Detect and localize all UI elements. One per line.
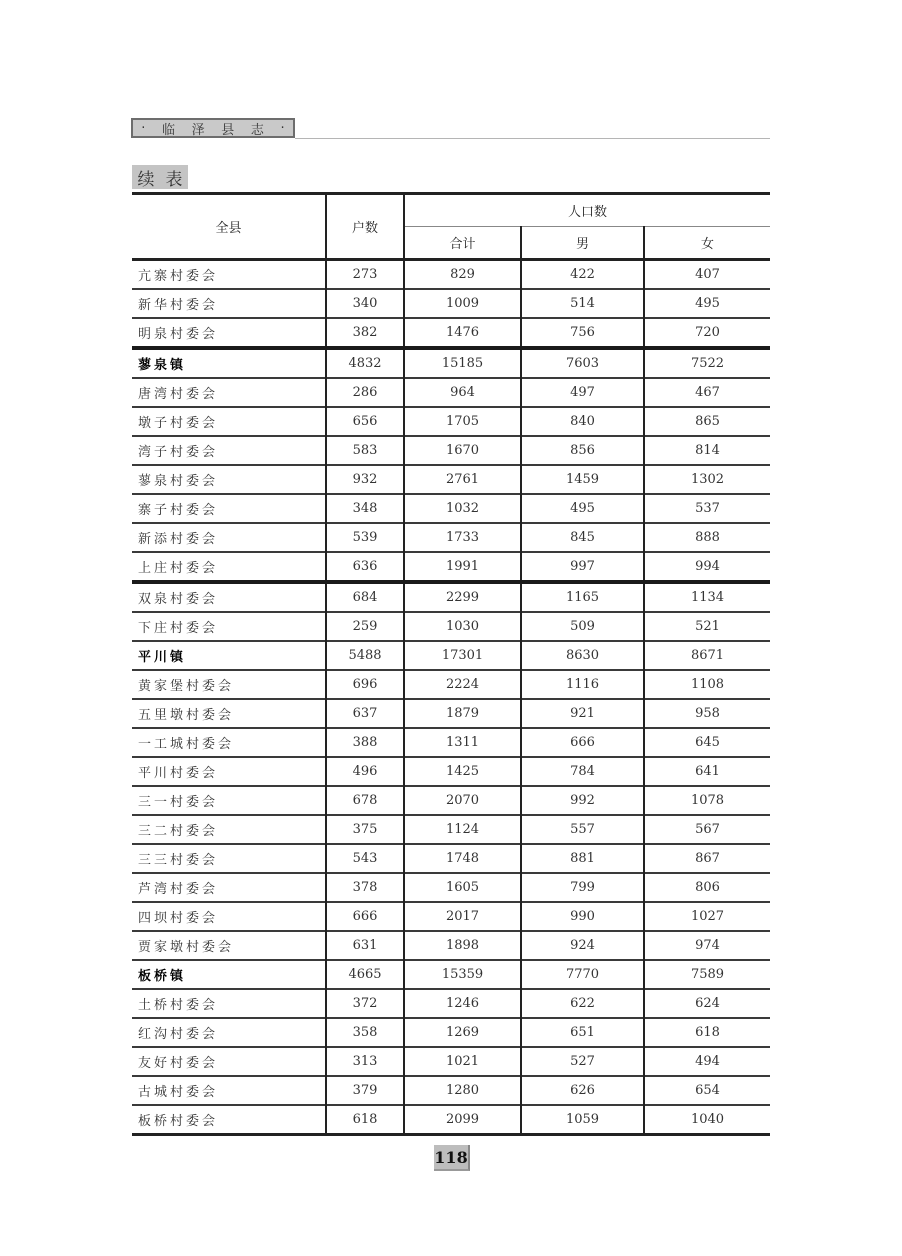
header-rule [295,138,770,139]
row-name: 芦湾村委会 [132,873,326,902]
row-name: 蓼泉村委会 [132,465,326,494]
cell-female: 618 [644,1018,770,1047]
cell-male: 651 [521,1018,644,1047]
cell-male: 7603 [521,348,644,378]
cell-households: 358 [326,1018,404,1047]
row-name: 红沟村委会 [132,1018,326,1047]
cell-households: 4832 [326,348,404,378]
cell-total: 1991 [404,552,521,582]
cell-households: 543 [326,844,404,873]
table-row [132,465,770,494]
cell-female: 624 [644,989,770,1018]
running-head-dot-right: · [280,120,285,136]
cell-total: 1748 [404,844,521,873]
cell-male: 990 [521,902,644,931]
cell-male: 921 [521,699,644,728]
cell-female: 567 [644,815,770,844]
cell-total: 1009 [404,289,521,318]
cell-male: 840 [521,407,644,436]
row-name: 双泉村委会 [132,582,326,612]
table-row [132,407,770,436]
table-row [132,582,770,612]
table-row [132,699,770,728]
row-name: 新华村委会 [132,289,326,318]
cell-households: 684 [326,582,404,612]
cell-total: 2099 [404,1105,521,1135]
continued-label-char: 续 [137,169,155,190]
table-row [132,873,770,902]
cell-households: 656 [326,407,404,436]
header-households: 户数 [326,194,404,260]
cell-male: 784 [521,757,644,786]
row-name: 平川村委会 [132,757,326,786]
row-name: 寨子村委会 [132,494,326,523]
cell-male: 856 [521,436,644,465]
cell-total: 1280 [404,1076,521,1105]
table-row [132,260,770,290]
cell-female: 645 [644,728,770,757]
table-row [132,757,770,786]
continued-label-char: 表 [165,169,183,190]
cell-total: 1311 [404,728,521,757]
cell-total: 1705 [404,407,521,436]
cell-female: 1108 [644,670,770,699]
table-row-town [132,641,770,670]
page-number: 118 [434,1145,470,1171]
cell-total: 829 [404,260,521,290]
table-row [132,1018,770,1047]
row-name: 贾家墩村委会 [132,931,326,960]
header-population: 人口数 [404,194,770,227]
table-row-town [132,348,770,378]
cell-households: 539 [326,523,404,552]
cell-households: 4665 [326,960,404,989]
population-table [132,192,770,1136]
cell-households: 379 [326,1076,404,1105]
header-total: 合计 [404,227,521,260]
table-row [132,1047,770,1076]
table-row [132,523,770,552]
row-name: 明泉村委会 [132,318,326,348]
row-name: 墩子村委会 [132,407,326,436]
cell-households: 5488 [326,641,404,670]
cell-female: 7589 [644,960,770,989]
table-row [132,670,770,699]
table-row-town [132,960,770,989]
cell-male: 1165 [521,582,644,612]
cell-female: 814 [644,436,770,465]
cell-total: 1670 [404,436,521,465]
cell-female: 1302 [644,465,770,494]
cell-female: 888 [644,523,770,552]
table-row [132,552,770,582]
cell-total: 1269 [404,1018,521,1047]
cell-male: 1059 [521,1105,644,1135]
row-name: 四坝村委会 [132,902,326,931]
cell-male: 845 [521,523,644,552]
table-row [132,931,770,960]
table-row [132,989,770,1018]
cell-households: 618 [326,1105,404,1135]
cell-female: 467 [644,378,770,407]
table-row [132,1105,770,1135]
row-name: 板桥镇 [132,960,326,989]
cell-total: 1425 [404,757,521,786]
header-county: 全县 [132,194,326,260]
row-name: 三三村委会 [132,844,326,873]
cell-households: 348 [326,494,404,523]
cell-male: 622 [521,989,644,1018]
cell-total: 1733 [404,523,521,552]
cell-male: 1459 [521,465,644,494]
cell-male: 527 [521,1047,644,1076]
row-name: 板桥村委会 [132,1105,326,1135]
cell-female: 867 [644,844,770,873]
running-head-char: 志 [250,122,264,138]
cell-female: 495 [644,289,770,318]
running-head-char: 县 [221,122,235,138]
cell-female: 720 [644,318,770,348]
cell-total: 1879 [404,699,521,728]
cell-male: 497 [521,378,644,407]
cell-total: 964 [404,378,521,407]
cell-households: 636 [326,552,404,582]
table-row [132,318,770,348]
cell-total: 1476 [404,318,521,348]
row-name: 土桥村委会 [132,989,326,1018]
cell-female: 1134 [644,582,770,612]
cell-female: 494 [644,1047,770,1076]
cell-male: 422 [521,260,644,290]
cell-female: 521 [644,612,770,641]
table-row [132,786,770,815]
table-row [132,436,770,465]
cell-total: 1030 [404,612,521,641]
cell-male: 8630 [521,641,644,670]
cell-households: 678 [326,786,404,815]
cell-male: 799 [521,873,644,902]
cell-total: 1124 [404,815,521,844]
cell-male: 509 [521,612,644,641]
cell-total: 1032 [404,494,521,523]
table-row [132,494,770,523]
cell-total: 1605 [404,873,521,902]
running-head-char: 泽 [191,122,205,138]
row-name: 三二村委会 [132,815,326,844]
row-name: 湾子村委会 [132,436,326,465]
row-name: 平川镇 [132,641,326,670]
row-name: 黄家堡村委会 [132,670,326,699]
table-row [132,815,770,844]
running-head-dot-left: · [141,120,146,136]
row-name: 新添村委会 [132,523,326,552]
continued-table-label [132,165,188,189]
cell-female: 1040 [644,1105,770,1135]
row-name: 一工城村委会 [132,728,326,757]
cell-female: 654 [644,1076,770,1105]
cell-female: 1027 [644,902,770,931]
table-row [132,1076,770,1105]
cell-households: 637 [326,699,404,728]
cell-female: 7522 [644,348,770,378]
cell-households: 583 [326,436,404,465]
row-name: 友好村委会 [132,1047,326,1076]
cell-female: 641 [644,757,770,786]
cell-households: 496 [326,757,404,786]
cell-households: 932 [326,465,404,494]
cell-male: 495 [521,494,644,523]
cell-male: 881 [521,844,644,873]
cell-total: 1246 [404,989,521,1018]
cell-households: 340 [326,289,404,318]
cell-households: 286 [326,378,404,407]
cell-households: 388 [326,728,404,757]
cell-female: 8671 [644,641,770,670]
table-row [132,728,770,757]
cell-male: 7770 [521,960,644,989]
cell-female: 974 [644,931,770,960]
row-name: 蓼泉镇 [132,348,326,378]
row-name: 五里墩村委会 [132,699,326,728]
cell-female: 994 [644,552,770,582]
row-name: 唐湾村委会 [132,378,326,407]
cell-households: 378 [326,873,404,902]
cell-households: 273 [326,260,404,290]
running-head [131,118,295,138]
cell-male: 626 [521,1076,644,1105]
cell-female: 1078 [644,786,770,815]
row-name: 三一村委会 [132,786,326,815]
cell-households: 666 [326,902,404,931]
cell-male: 997 [521,552,644,582]
cell-female: 407 [695,267,720,282]
cell-households: 631 [326,931,404,960]
cell-male: 666 [521,728,644,757]
table-row [132,289,770,318]
cell-total: 2761 [404,465,521,494]
cell-female: 865 [644,407,770,436]
cell-total: 2017 [404,902,521,931]
cell-total: 2070 [404,786,521,815]
cell-male: 1116 [521,670,644,699]
cell-male: 514 [521,289,644,318]
table-row [132,844,770,873]
table-body [132,260,770,1135]
header-male: 男 [521,227,644,260]
cell-households: 382 [326,318,404,348]
table-row [132,378,770,407]
row-name: 古城村委会 [132,1076,326,1105]
cell-households: 313 [326,1047,404,1076]
header-female: 女 [644,227,770,260]
cell-households: 259 [326,612,404,641]
cell-households: 372 [326,989,404,1018]
cell-total: 15359 [404,960,521,989]
cell-total: 2224 [404,670,521,699]
cell-households: 696 [326,670,404,699]
cell-total: 1898 [404,931,521,960]
cell-total: 1021 [404,1047,521,1076]
cell-total: 15185 [404,348,521,378]
cell-male: 992 [521,786,644,815]
cell-male: 924 [521,931,644,960]
cell-male: 756 [521,318,644,348]
row-name: 上庄村委会 [132,552,326,582]
row-name: 下庄村委会 [132,612,326,641]
cell-male: 557 [521,815,644,844]
cell-households: 375 [326,815,404,844]
cell-female: 537 [644,494,770,523]
row-name: 亢寨村委会 [132,260,326,290]
cell-total: 17301 [404,641,521,670]
table-row [132,612,770,641]
cell-female: 806 [644,873,770,902]
cell-female: 958 [644,699,770,728]
table-row [132,902,770,931]
cell-total: 2299 [404,582,521,612]
running-head-char: 临 [162,122,176,138]
